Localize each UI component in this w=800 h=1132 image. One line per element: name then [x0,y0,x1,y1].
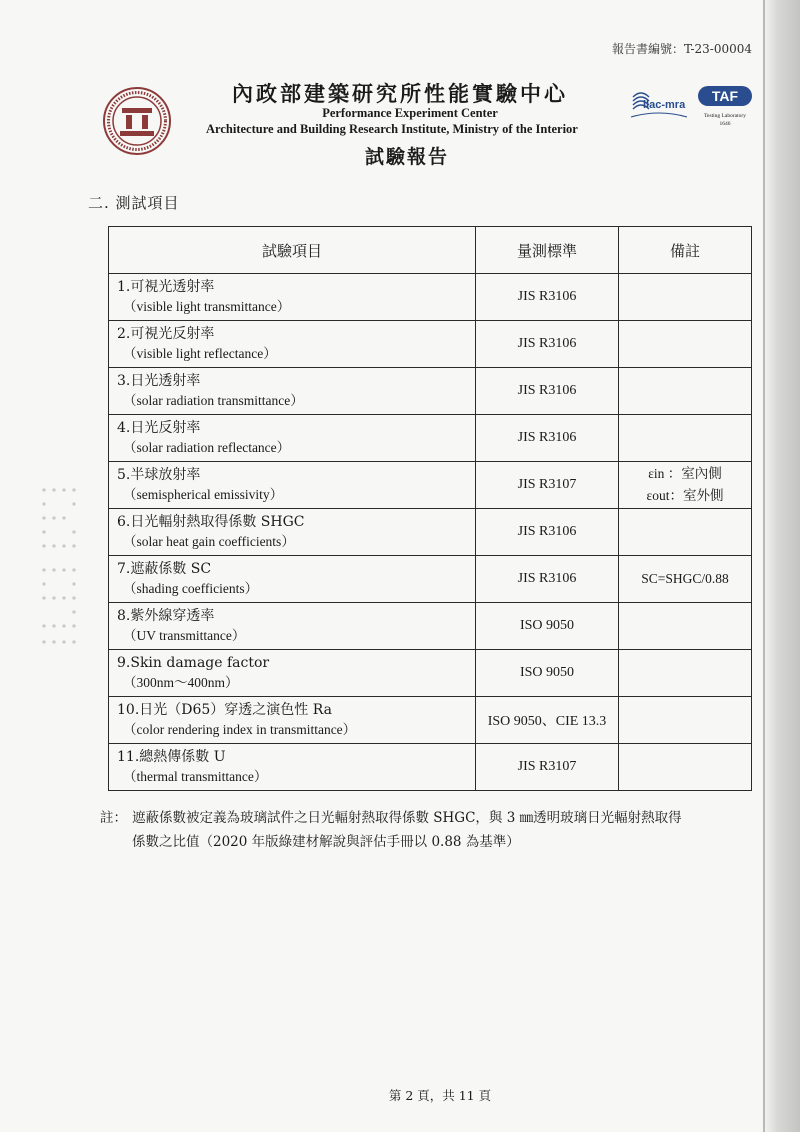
report-title: 試驗報告 [365,146,450,168]
test-item-name-en: （visible light reflectance） [123,346,277,361]
standard-cell: JIS R3106 [476,556,619,603]
test-item-name-en: （UV transmittance） [123,628,246,643]
standard-cell: JIS R3106 [476,368,619,415]
remarks-cell [619,509,752,556]
test-item-name-cn: 8.紫外線穿透率 [117,608,215,624]
svg-text:ilac-mra: ilac-mra [643,99,686,111]
test-item-cell [109,509,476,556]
test-item-name-en: （300nm～400nm） [123,675,239,690]
test-item-cell [109,462,476,509]
remarks-cell [619,368,752,415]
standard-cell: JIS R3107 [476,744,619,791]
test-item-name-cn: 5.半球放射率 [117,467,201,483]
section-heading: 二. 測試項目 [88,194,180,212]
test-item-cell [109,556,476,603]
test-item-name-en: （semispherical emissivity） [123,487,284,502]
standard-cell: JIS R3106 [476,274,619,321]
taf-logo-icon [694,84,756,130]
test-item-cell [109,697,476,744]
svg-text:Testing Laboratory: Testing Laboratory [704,113,746,119]
page-number: 第 2 頁，共 11 頁 [388,1088,492,1103]
footnote-label: 註： [100,810,127,826]
test-item-name-en: （solar radiation transmittance） [123,393,304,408]
test-item-name-en: （solar radiation reflectance） [123,440,291,455]
footnote-line1: 遮蔽係數被定義為玻璃試件之日光輻射熱取得係數 SHGC，與 3 ㎜透明玻璃日光輻射熱取得 [132,810,682,826]
test-item-name-cn: 1.可視光透射率 [117,279,215,295]
table-row [109,368,752,415]
standard-cell: JIS R3106 [476,321,619,368]
standard-cell: ISO 9050 [476,603,619,650]
remarks-cell [619,603,752,650]
remarks-cell [619,744,752,791]
test-item-name-en: （thermal transmittance） [123,769,268,784]
test-item-name-en: （color rendering index in transmittance） [123,722,357,737]
remarks-cell [619,650,752,697]
standard-cell: ISO 9050、CIE 13.3 [476,697,619,744]
standard-cell: JIS R3107 [476,462,619,509]
remarks-cell [619,462,752,509]
header-remarks: 備註 [619,227,752,274]
embossed-dots-decoration [40,486,92,666]
test-item-name-cn: 3.日光透射率 [117,373,201,389]
remarks-cell [619,556,752,603]
remarks-cell [619,697,752,744]
header-title-en-line1: Performance Experiment Center [322,106,498,120]
ilac-mra-logo-icon [629,87,689,121]
table-row [109,650,752,697]
table-row [109,603,752,650]
svg-text:1646: 1646 [719,121,731,127]
test-item-cell [109,744,476,791]
header-test-item: 試驗項目 [109,227,476,274]
header-standard: 量測標準 [476,227,619,274]
table-row [109,509,752,556]
table-row [109,274,752,321]
test-items-table [108,226,752,791]
table-row [109,744,752,791]
test-item-name-cn: 6.日光輻射熱取得係數 SHGC [117,514,305,530]
test-item-cell [109,274,476,321]
test-item-cell [109,321,476,368]
header-title-en-line2: Architecture and Building Research Institute, Ministry of the Interior [206,122,578,136]
footnote-line2: 係數之比值（2020 年版綠建材解說與評估手冊以 0.88 為基準） [132,834,520,850]
institute-seal-icon [102,86,172,156]
remarks-cell [619,274,752,321]
test-item-name-en: （solar heat gain coefficients） [123,534,295,549]
test-item-name-cn: 9.Skin damage factor [117,655,270,671]
header-title-cn: 內政部建築研究所性能實驗中心 [232,81,568,106]
remark-line: SC=SHGC/0.88 [641,571,729,586]
page-edge-shadow [762,0,800,1132]
test-item-cell [109,603,476,650]
test-item-name-en: （visible light transmittance） [123,299,291,314]
table-header-row [109,227,752,274]
remarks-cell [619,415,752,462]
test-item-name-cn: 10.日光（D65）穿透之演色性 Ra [117,702,332,718]
table-row [109,415,752,462]
test-item-name-cn: 7.遮蔽係數 SC [117,561,212,577]
page-edge-line [763,0,765,1132]
remarks-cell [619,321,752,368]
test-item-cell [109,650,476,697]
table-row [109,556,752,603]
remark-line: εin ：室內側 [648,466,722,481]
standard-cell: ISO 9050 [476,650,619,697]
test-item-cell [109,368,476,415]
test-item-name-cn: 11.總熱傳係數 U [117,749,226,765]
table-row [109,321,752,368]
test-item-name-cn: 2.可視光反射率 [117,326,215,342]
report-number: 報告書編號：T-23-00004 [612,42,753,56]
test-item-name-en: （shading coefficients） [123,581,259,596]
table-row [109,462,752,509]
test-item-name-cn: 4.日光反射率 [117,420,201,436]
remark-line: εout：室外側 [646,488,724,503]
standard-cell: JIS R3106 [476,509,619,556]
standard-cell: JIS R3106 [476,415,619,462]
table-row [109,697,752,744]
test-item-cell [109,415,476,462]
svg-text:TAF: TAF [711,88,739,104]
